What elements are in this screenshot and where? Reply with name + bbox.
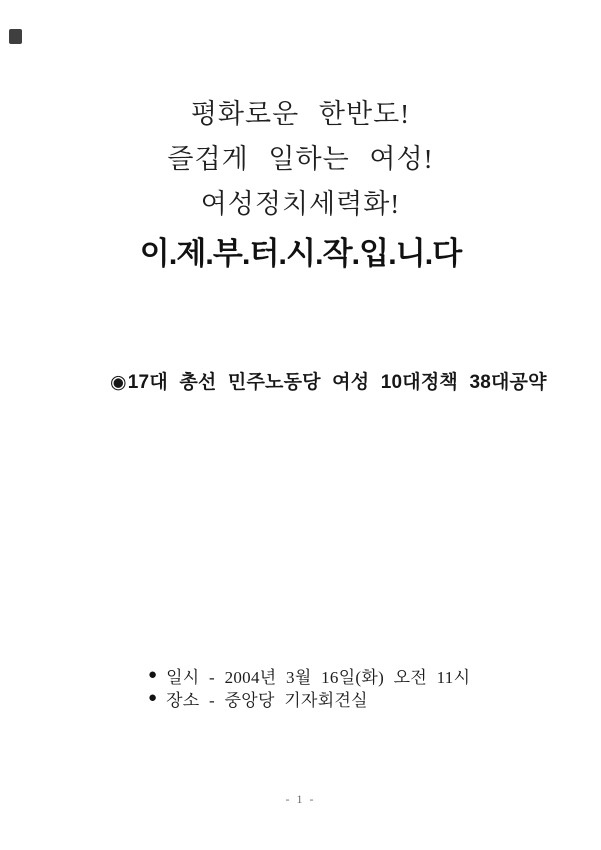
detail-text-datetime: 일시 - 2004년 3월 16일(화) 오전 11시 — [166, 668, 471, 687]
subtitle-line — [110, 371, 547, 395]
headline-block — [0, 92, 601, 279]
event-details — [148, 664, 470, 710]
circle-bullet-icon: ● — [148, 667, 158, 683]
fisheye-bullet-icon: ◉ — [110, 372, 127, 393]
detail-row-datetime — [148, 664, 470, 687]
subtitle-text: 17대 총선 민주노동당 여성 10대정책 38대공약 — [127, 372, 547, 393]
detail-text-location: 장소 - 중앙당 기자회견실 — [166, 691, 368, 710]
scan-artifact-mark — [9, 29, 22, 44]
headline-line-3: 여성정치세력화! — [200, 189, 401, 219]
detail-row-location — [148, 687, 470, 710]
circle-bullet-icon: ● — [148, 690, 158, 706]
page-number: - 1 - — [285, 792, 316, 806]
headline-emphasis-line: 이.제.부.터.시.작.입.니.다 — [139, 236, 462, 271]
headline-line-2: 즐겁게 일하는 여성! — [167, 144, 434, 174]
headline-line-1: 평화로운 한반도! — [190, 99, 411, 129]
